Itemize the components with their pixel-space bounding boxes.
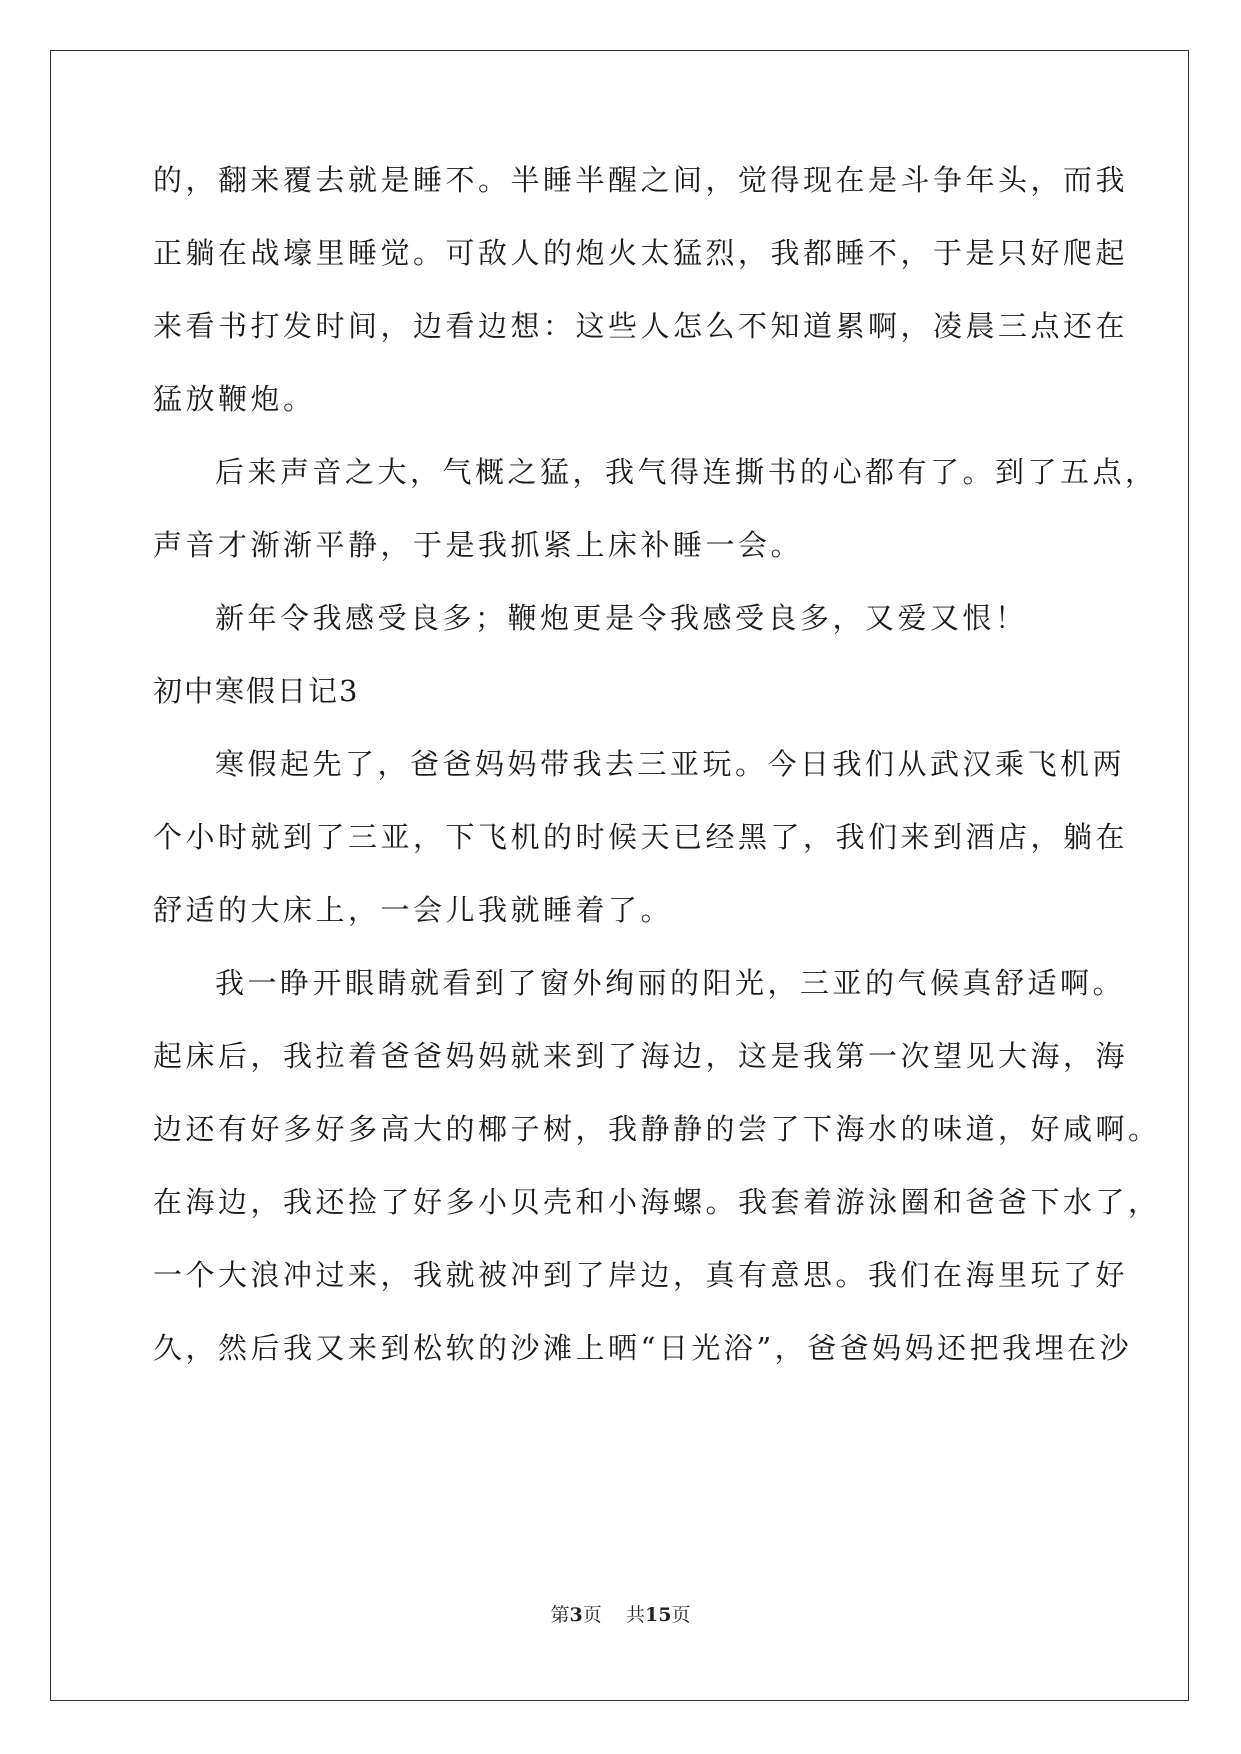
text-line: 舒适的大床上，一会儿我就睡着了。 (153, 893, 674, 927)
text-line: 新年令我感受良多；鞭炮更是令我感受良多，又爱又恨！ (215, 601, 1028, 635)
page-footer (0, 1603, 1241, 1627)
text-line: 个小时就到了三亚，下飞机的时候天已经黑了，我们来到酒店，躺在 (153, 820, 1129, 854)
text-line: 起床后，我拉着爸爸妈妈就来到了海边，这是我第一次望见大海，海 (153, 1039, 1129, 1073)
text-line: 边还有好多好多高大的椰子树，我静静的尝了下海水的味道，好咸啊。 (153, 1112, 1161, 1146)
text-line: 来看书打发时间，边看边想：这些人怎么不知道累啊，凌晨三点还在 (153, 309, 1129, 343)
page-current: 3 (569, 1604, 583, 1626)
page-frame (50, 50, 1189, 1701)
total-unit: 页 (671, 1604, 691, 1626)
text-line: 一个大浪冲过来，我就被冲到了岸边，真有意思。我们在海里玩了好 (153, 1258, 1129, 1292)
text-line: 猛放鞭炮。 (153, 382, 316, 416)
text-line: 声音才渐渐平静，于是我抓紧上床补睡一会。 (153, 528, 804, 562)
text-line: 后来声音之大，气概之猛，我气得连撕书的心都有了。到了五点， (215, 455, 1158, 489)
text-line: 在海边，我还捡了好多小贝壳和小海螺。我套着游泳圈和爸爸下水了， (153, 1185, 1161, 1219)
page-unit: 页 (582, 1604, 602, 1626)
text-line: 寒假起先了，爸爸妈妈带我去三亚玩。今日我们从武汉乘飞机两 (215, 747, 1126, 781)
text-line: 我一睁开眼睛就看到了窗外绚丽的阳光，三亚的气候真舒适啊。 (215, 966, 1126, 1000)
page-total: 15 (644, 1604, 672, 1626)
page-prefix: 第 (550, 1604, 570, 1626)
text-line: 久，然后我又来到松软的沙滩上晒“日光浴”，爸爸妈妈还把我埋在沙 (153, 1331, 1133, 1365)
total-prefix: 共 (625, 1604, 645, 1626)
text-line: 正躺在战壕里睡觉。可敌人的炮火太猛烈，我都睡不，于是只好爬起 (153, 236, 1129, 270)
section-heading: 初中寒假日记3 (153, 674, 360, 708)
text-line: 的，翻来覆去就是睡不。半睡半醒之间，觉得现在是斗争年头，而我 (153, 163, 1129, 197)
